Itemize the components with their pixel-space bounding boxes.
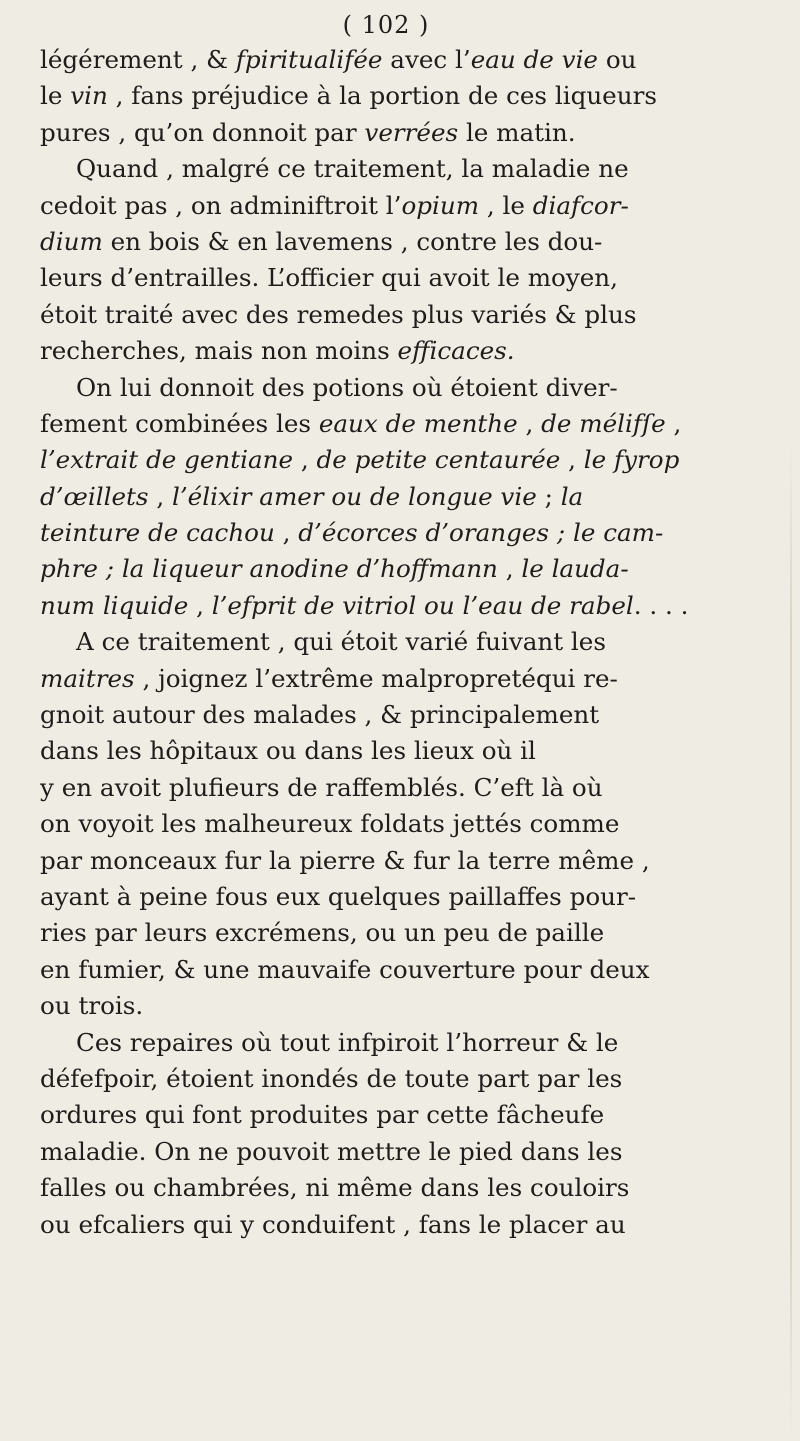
text-line bbox=[40, 406, 772, 442]
text-run: par monceaux fur la pierre & fur la terre même , bbox=[40, 845, 650, 875]
text-run: , bbox=[188, 590, 212, 620]
text-line bbox=[40, 115, 772, 151]
text-line bbox=[40, 697, 772, 733]
text-line bbox=[40, 1061, 772, 1097]
text-run: Quand , malgré ce traitement, la maladie ne bbox=[76, 154, 629, 184]
text-run: le bbox=[40, 81, 71, 111]
page-number-header: ( 102 ) bbox=[342, 11, 430, 39]
italic-text-run: eaux de menthe bbox=[318, 408, 518, 438]
text-run: , bbox=[560, 445, 584, 475]
italic-text-run: teinture de cachou bbox=[40, 518, 275, 548]
text-line bbox=[40, 624, 772, 660]
italic-text-run: phre ; la liqueur anodine d’hoffmann bbox=[40, 554, 498, 584]
text-run: falles ou chambrées, ni même dans les couloirs bbox=[40, 1173, 630, 1203]
page-edge-shadow bbox=[790, 440, 792, 1440]
italic-text-run: l’extrait de gentiane bbox=[40, 445, 294, 475]
text-line bbox=[40, 297, 772, 333]
italic-text-run: d’œillets bbox=[40, 481, 149, 511]
text-line bbox=[40, 1025, 772, 1061]
text-run: dans les hôpitaux ou dans les lieux où il bbox=[40, 736, 536, 766]
italic-text-run: verrées bbox=[364, 117, 459, 147]
text-run: , bbox=[497, 554, 522, 584]
italic-text-run: de mélifſe bbox=[541, 408, 666, 438]
text-run: on voyoit les malheureux foldats jettés comme bbox=[40, 809, 620, 839]
italic-text-run: fpiritualifée bbox=[235, 45, 383, 74]
italic-text-run: efficaces. bbox=[397, 336, 515, 366]
text-line bbox=[40, 370, 772, 406]
text-run: en bois & en lavemens , contre les dou- bbox=[102, 226, 603, 256]
text-line bbox=[40, 479, 772, 515]
text-run: On lui donnoit des potions où étoient diver- bbox=[76, 372, 618, 402]
text-line bbox=[40, 333, 772, 369]
text-run: ou trois. bbox=[40, 991, 144, 1021]
text-line bbox=[40, 224, 772, 260]
text-line bbox=[40, 42, 772, 78]
italic-text-run: maitres bbox=[40, 663, 135, 693]
text-line bbox=[40, 1170, 772, 1206]
text-run: Ces repaires où tout infpiroit l’horreur & le bbox=[76, 1027, 619, 1057]
text-run: y en avoit plufieurs de raffemblés. C’eft là où bbox=[40, 772, 603, 802]
text-run: ordures qui font produites par cette fâcheufe bbox=[40, 1100, 605, 1130]
page-text-body bbox=[40, 42, 772, 1243]
italic-text-run: l’efprit de vitriol ou l’eau de rabel bbox=[211, 590, 634, 620]
italic-text-run: d’écorces d’oranges ; le cam- bbox=[298, 518, 664, 548]
text-line bbox=[40, 661, 772, 697]
text-run: , le bbox=[479, 190, 533, 220]
italic-text-run: opium bbox=[401, 190, 480, 220]
text-run: A ce traitement , qui étoit varié fuivant les bbox=[76, 627, 606, 657]
text-run: avec l’ bbox=[382, 45, 471, 74]
italic-text-run: l’élixir amer ou de longue vie bbox=[172, 481, 537, 511]
text-run: en fumier, & une mauvaife couverture pour deux bbox=[40, 954, 650, 984]
text-run: étoit traité avec des remedes plus variés & plus bbox=[40, 299, 637, 329]
text-run: ou efcaliers qui y conduifent , fans le placer au bbox=[40, 1209, 626, 1239]
text-line bbox=[40, 915, 772, 951]
text-line bbox=[40, 988, 772, 1024]
italic-text-run: dium bbox=[40, 226, 103, 256]
text-line bbox=[40, 151, 772, 187]
text-line bbox=[40, 806, 772, 842]
text-run: gnoit autour des malades , & principalement bbox=[40, 700, 600, 730]
text-run: leurs d’entrailles. L’officier qui avoit le moyen, bbox=[40, 263, 618, 293]
italic-text-run: la bbox=[560, 481, 584, 511]
text-line bbox=[40, 515, 772, 551]
text-run: . . . . bbox=[633, 590, 689, 620]
text-run: défefpoir, étoient inondés de toute part par les bbox=[40, 1063, 623, 1093]
italic-text-run: eau de vie bbox=[470, 45, 598, 74]
text-run: , joignez l’extrême malpropretéqui re- bbox=[134, 663, 618, 693]
text-line bbox=[40, 770, 772, 806]
text-run: légérement , & bbox=[40, 45, 236, 74]
text-line bbox=[40, 952, 772, 988]
text-line bbox=[40, 78, 772, 114]
italic-text-run: de petite centaurée bbox=[316, 445, 561, 475]
text-line bbox=[40, 188, 772, 224]
italic-text-run: diafcor- bbox=[532, 190, 629, 220]
italic-text-run: le lauda- bbox=[521, 554, 629, 584]
text-run: , bbox=[293, 445, 317, 475]
text-run: le matin. bbox=[458, 117, 576, 147]
text-line bbox=[40, 260, 772, 296]
text-line bbox=[40, 588, 772, 624]
text-run: , bbox=[665, 408, 682, 438]
text-run: , bbox=[274, 518, 299, 548]
text-run: ayant à peine fous eux quelques paillaffes pour- bbox=[40, 881, 637, 911]
text-run: ; bbox=[536, 481, 561, 511]
text-line bbox=[40, 442, 772, 478]
text-line bbox=[40, 551, 772, 587]
text-run: , bbox=[148, 481, 172, 511]
italic-text-run: vin bbox=[70, 81, 108, 111]
text-run: maladie. On ne pouvoit mettre le pied dans les bbox=[40, 1136, 623, 1166]
text-run: ries par leurs excrémens, ou un peu de paille bbox=[40, 918, 605, 948]
text-line bbox=[40, 1207, 772, 1243]
text-run: ou bbox=[598, 45, 637, 74]
text-run: recherches, mais non moins bbox=[40, 336, 398, 366]
text-run: fement combinées les bbox=[40, 408, 319, 438]
text-line bbox=[40, 843, 772, 879]
text-line bbox=[40, 1134, 772, 1170]
italic-text-run: le fyrop bbox=[583, 445, 680, 475]
text-run: , bbox=[517, 408, 542, 438]
text-line bbox=[40, 1097, 772, 1133]
text-run: , fans préjudice à la portion de ces liqueurs bbox=[107, 81, 657, 111]
text-run: pures , qu’on donnoit par bbox=[40, 117, 365, 147]
italic-text-run: num liquide bbox=[40, 590, 189, 620]
text-line bbox=[40, 733, 772, 769]
text-line bbox=[40, 879, 772, 915]
text-run: cedoit pas , on adminiftroit l’ bbox=[40, 190, 402, 220]
